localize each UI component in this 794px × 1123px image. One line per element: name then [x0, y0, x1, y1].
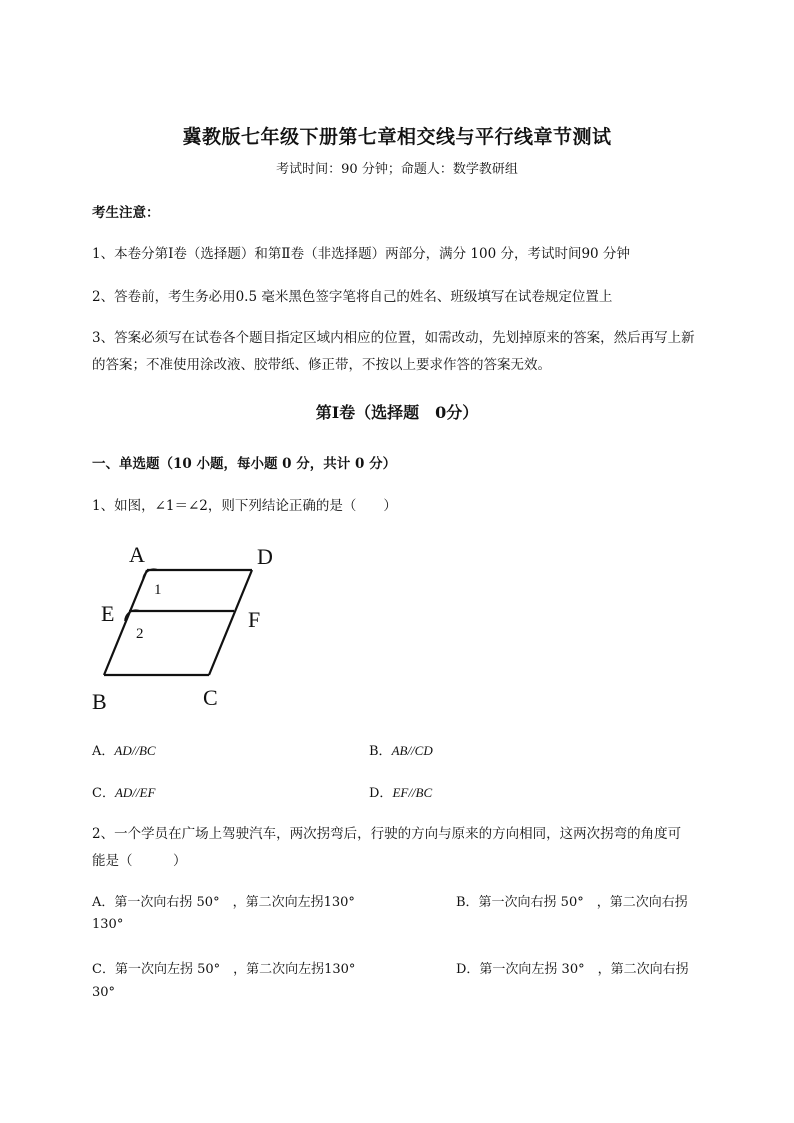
label-f: F	[248, 607, 261, 632]
question-1-option-c[interactable]: C．AD//EF	[92, 785, 156, 801]
label-angle-1: 1	[154, 582, 162, 598]
label-d: D	[257, 544, 273, 569]
exam-info: 考试时间：90 分钟；命题人：数学教研组	[276, 162, 518, 177]
question-2-option-b[interactable]: B．第一次向右拐 50° ，第二次向右拐	[456, 895, 688, 910]
label-b: B	[92, 689, 107, 714]
notice-heading: 考生注意：	[92, 205, 160, 221]
notice-item-2: 2、答卷前，考生务必用0.5 毫米黑色签字笔将自己的姓名、班级填写在试卷规定位置上	[92, 289, 613, 305]
question-1-option-b[interactable]: B．AB//CD	[369, 743, 433, 759]
label-a: A	[129, 542, 145, 567]
question-2-option-a[interactable]: A．第一次向右拐 50° ，第二次向左拐130°	[92, 895, 355, 910]
question-1-option-d[interactable]: D．EF//BC	[369, 785, 433, 801]
label-c: C	[203, 685, 218, 710]
notice-item-3-line-1: 3、答案必须写在试卷各个题目指定区域内相应的位置，如需改动，先划掉原来的答案，然后再写上新	[92, 330, 695, 346]
notice-item-1: 1、本卷分第Ⅰ卷（选择题）和第Ⅱ卷（非选择题）两部分，满分 100 分，考试时间90 分钟	[92, 246, 630, 262]
question-1-stem: 1、如图，∠1＝∠2，则下列结论正确的是（ ）	[92, 498, 397, 514]
label-angle-2: 2	[136, 626, 144, 642]
question-2-option-b-continued: 130°	[92, 917, 124, 932]
question-2-stem-line-2: 能是（ ）	[92, 853, 187, 869]
question-2-option-d-continued: 30°	[92, 985, 116, 1000]
question-2-stem-line-1: 2、一个学员在广场上驾驶汽车，两次拐弯后，行驶的方向与原来的方向相同，这两次拐弯的角度可	[92, 826, 682, 842]
page-title: 冀教版七年级下册第七章相交线与平行线章节测试	[182, 126, 612, 148]
label-e: E	[101, 601, 115, 626]
question-2-option-c[interactable]: C．第一次向左拐 50° ，第二次向左拐130°	[92, 962, 356, 977]
line-dc	[209, 570, 252, 675]
question-2-option-d[interactable]: D．第一次向左拐 30° ，第二次向右拐	[456, 962, 689, 977]
question-1-figure	[85, 535, 285, 715]
part-1-heading: 一、单选题（10 小题，每小题 0 分，共计 0 分）	[92, 456, 397, 472]
notice-item-3-line-2: 的答案；不准使用涂改液、胶带纸、修正带，不按以上要求作答的答案无效。	[92, 357, 551, 373]
question-1-option-a[interactable]: A．AD//BC	[92, 743, 156, 759]
section-1-title: 第Ⅰ卷（选择题 0分）	[315, 403, 479, 422]
